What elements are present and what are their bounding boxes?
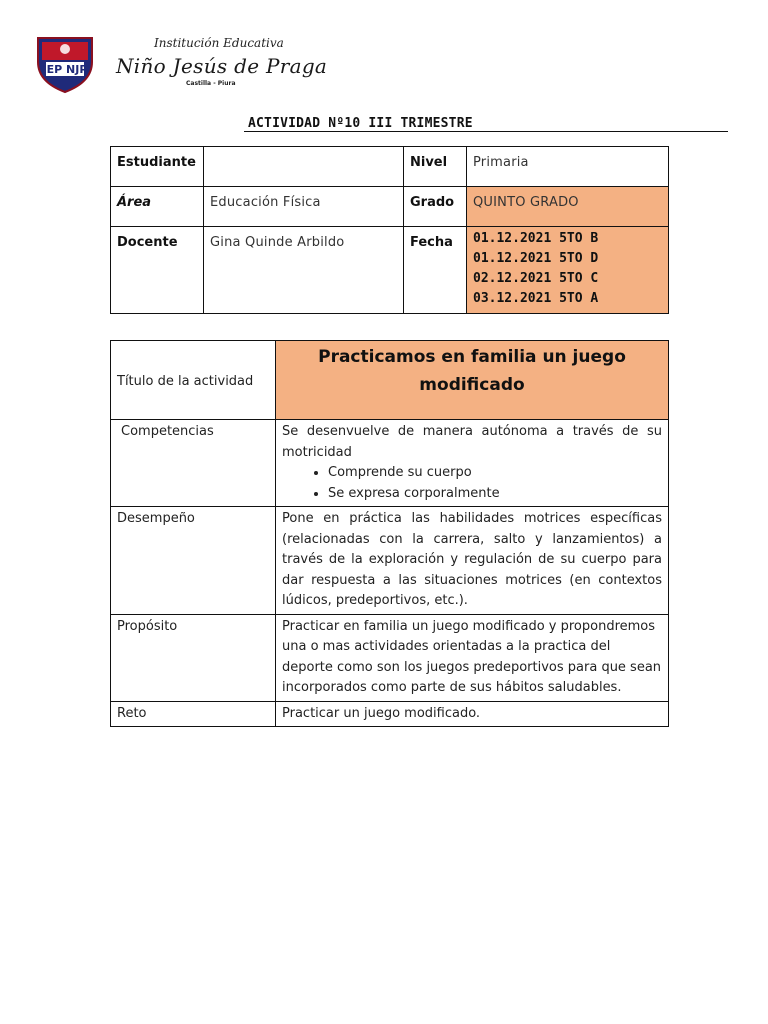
fecha-entry: 02.12.2021 5TO C — [473, 271, 599, 286]
estudiante-value — [204, 147, 404, 187]
table-row — [111, 420, 669, 507]
info-table — [110, 146, 669, 314]
title-underline — [244, 131, 728, 132]
activity-table — [110, 340, 669, 727]
table-row — [111, 187, 669, 227]
table-row — [111, 701, 669, 727]
fecha-value — [467, 227, 669, 314]
document-title: ACTIVIDAD Nº10 III TRIMESTRE — [248, 116, 473, 131]
competencias-value: Se desenvuelve de manera autónoma a través de su motricidad — [282, 424, 662, 460]
school-header — [34, 32, 328, 94]
table-row — [111, 507, 669, 615]
table-row — [111, 147, 669, 187]
titulo-label: Título de la actividad — [111, 341, 276, 420]
institution-line: Institución Educativa — [154, 36, 284, 50]
proposito-value: Practicar en familia un juego modificado y propondremos una o mas actividades orientadas a la practica del deporte como son los juegos predeportivos para que sean incorporados como parte de sus hábitos saludables. — [276, 614, 669, 701]
list-item: • Comprende su cuerpo — [328, 463, 662, 484]
area-value: Educación Física — [204, 187, 404, 227]
docente-label: Docente — [111, 227, 204, 314]
competencias-label: Competencias — [111, 420, 276, 507]
fecha-label: Fecha — [404, 227, 467, 314]
table-row — [111, 227, 669, 314]
table-row — [111, 341, 669, 420]
docente-value: Gina Quinde Arbildo — [204, 227, 404, 314]
desempeno-label: Desempeño — [111, 507, 276, 615]
reto-label: Reto — [111, 701, 276, 727]
estudiante-label: Estudiante — [111, 147, 204, 187]
area-label: Área — [111, 187, 204, 227]
table-row — [111, 614, 669, 701]
school-shield-logo — [34, 32, 96, 94]
titulo-value: Practicamos en familia un juego modificado — [276, 341, 669, 420]
institution-name: Niño Jesús de Praga — [116, 54, 328, 78]
school-name-block — [116, 34, 328, 94]
list-item: • Se expresa corporalmente — [328, 484, 662, 505]
grado-label: Grado — [404, 187, 467, 227]
logo-badge-text: IEP NJP — [42, 63, 88, 76]
competencias-list — [282, 463, 662, 504]
fecha-entry: 03.12.2021 5TO A — [473, 291, 599, 306]
desempeno-value: Pone en práctica las habilidades motrices específicas (relacionadas con la carrera, salto y lanzamientos) a través de la exploración y regulación de su cuerpo para dar respuesta a las situaciones motrices (en contextos lúdicos, predeportivos, etc.). — [276, 507, 669, 615]
nivel-label: Nivel — [404, 147, 467, 187]
fecha-entry: 01.12.2021 5TO D — [473, 251, 599, 266]
fecha-entry: 01.12.2021 5TO B — [473, 231, 599, 246]
proposito-label: Propósito — [111, 614, 276, 701]
institution-location: Castilla - Piura — [186, 80, 236, 87]
nivel-value: Primaria — [467, 147, 669, 187]
reto-value: Practicar un juego modificado. — [276, 701, 669, 727]
grado-value: QUINTO GRADO — [467, 187, 669, 227]
competencias-cell — [276, 420, 669, 507]
